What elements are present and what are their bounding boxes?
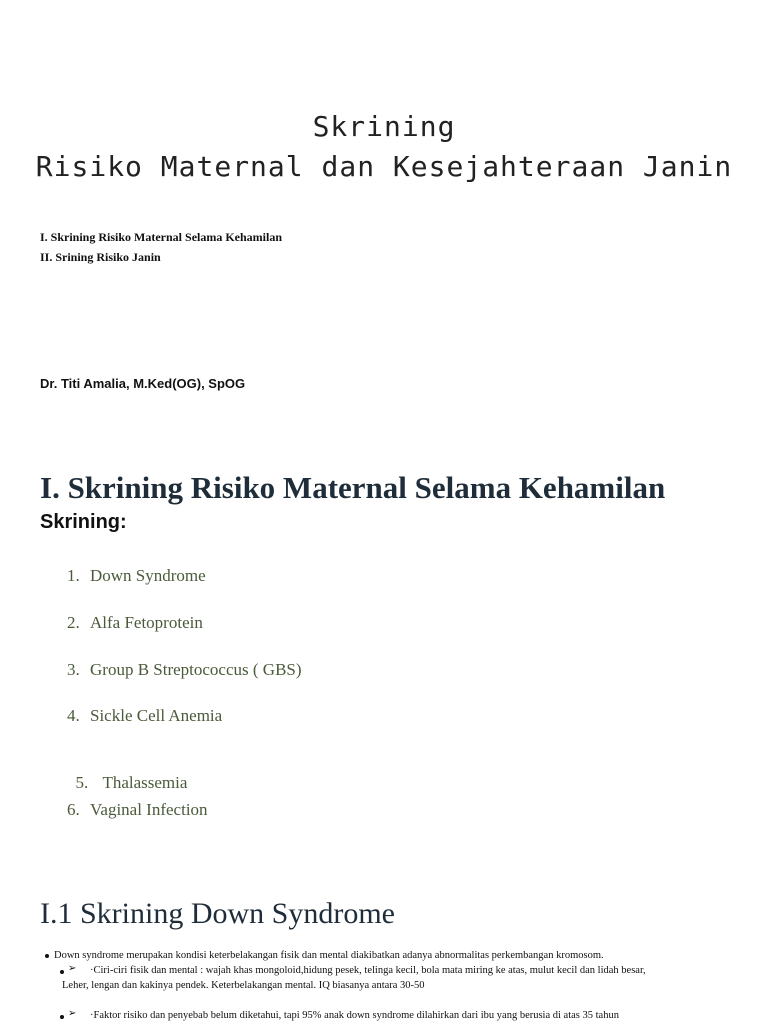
list-item-label: Vaginal Infection xyxy=(90,800,208,819)
arrow-bullet-icon: ➢ xyxy=(68,1008,77,1019)
list-item xyxy=(67,613,203,633)
document-title-line-2: Risiko Maternal dan Kesejahteraan Janin xyxy=(35,150,733,183)
list-item xyxy=(67,706,222,726)
list-item xyxy=(67,660,302,680)
toc-item-1: I. Skrining Risiko Maternal Selama Kehamilan xyxy=(40,230,283,244)
list-item-number: 2. xyxy=(67,613,80,632)
list-item xyxy=(67,800,208,820)
list-item-label: Down Syndrome xyxy=(90,566,206,585)
arrow-bullet-icon: ➢ xyxy=(68,963,77,974)
bullet-text: Leher, lengan dan kakinya pendek. Keterbelakangan mental. IQ biasanya antara 30-50 xyxy=(62,980,425,991)
list-item xyxy=(67,753,187,793)
list-item-label: Thalassemia xyxy=(98,773,188,792)
bullet-text: ·Faktor risiko dan penyebab belum diketahui, tapi 95% anak down syndrome dilahirkan dari ibu yang berusia di atas 35 tahun xyxy=(90,1010,619,1021)
list-item xyxy=(67,566,206,586)
toc-item-2: II. Srining Risiko Janin xyxy=(40,250,161,264)
list-item-label: Group B Streptococcus ( GBS) xyxy=(90,660,302,679)
list-item-number: 6. xyxy=(67,800,80,819)
document-title-line-1: Skrining xyxy=(312,110,456,143)
section-heading: I. Skrining Risiko Maternal Selama Kehamilan xyxy=(40,470,666,505)
bullet-text: Down syndrome merupakan kondisi keterbelakangan fisik dan mental diakibatkan adanya abnormalitas perkembangan kromosom. xyxy=(54,950,604,961)
list-item-number: 4. xyxy=(67,706,80,725)
bullet-text: ·Ciri-ciri fisik dan mental : wajah khas mongoloid,hidung pesek, telinga kecil, bola mata miring ke atas, mulut kecil dan lidah besar, xyxy=(90,965,646,976)
bullet-dot-icon xyxy=(45,954,49,958)
subsection-heading: I.1 Skrining Down Syndrome xyxy=(40,897,395,930)
list-item-label: Alfa Fetoprotein xyxy=(90,613,203,632)
list-item-number: 5. xyxy=(75,773,89,792)
list-item-number: 3. xyxy=(67,660,80,679)
section-subheading: Skrining: xyxy=(40,511,127,533)
list-item-number: 1. xyxy=(67,566,80,585)
list-item-label: Sickle Cell Anemia xyxy=(90,706,223,725)
bullet-dot-icon xyxy=(60,970,64,974)
author-name: Dr. Titi Amalia, M.Ked(OG), SpOG xyxy=(40,376,246,391)
bullet-dot-icon xyxy=(60,1015,64,1019)
